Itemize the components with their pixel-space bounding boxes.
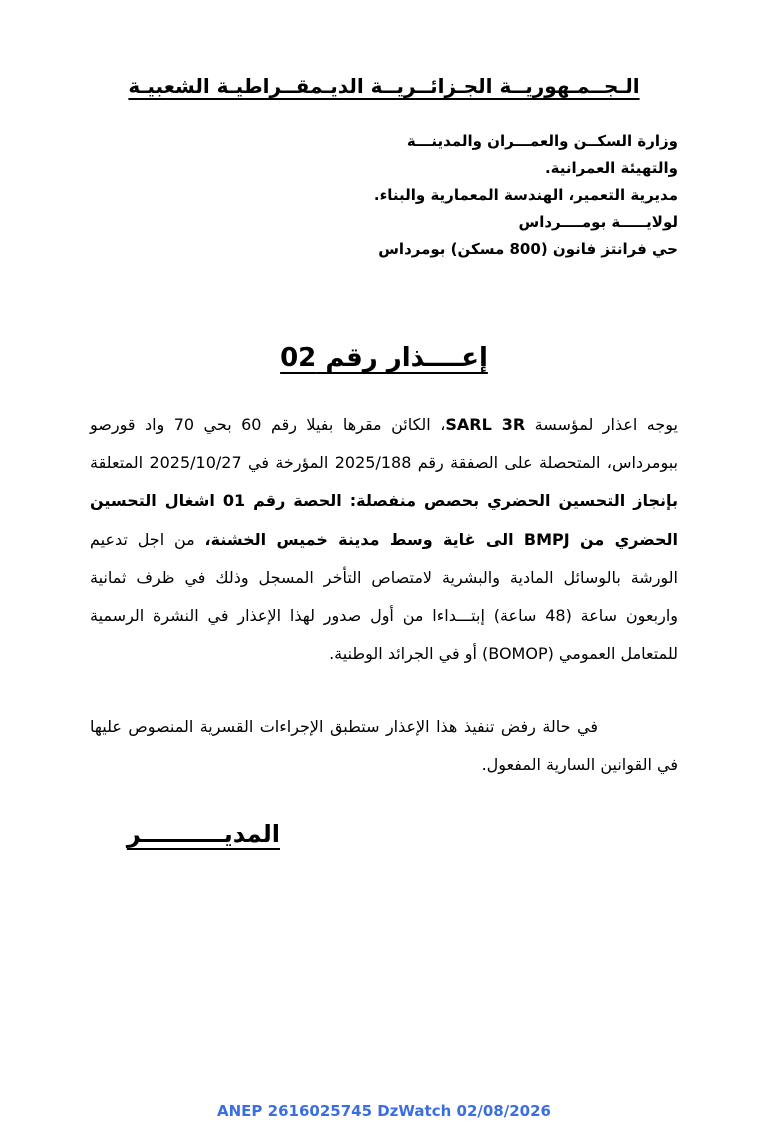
footer-watermark: ANEP 2616025745 DzWatch 02/08/2026 xyxy=(217,1102,551,1120)
company-name: SARL 3R xyxy=(445,415,526,434)
project-description: بإنجاز التحسين الحضري بحصص منفصلة: الحصة رقم 01 اشغال التحسين الحضري من BMPJ الى غاية وسط مدينة خميس الخشنة، xyxy=(90,491,679,549)
signature-block xyxy=(126,820,280,848)
notice-title-wrapper xyxy=(0,343,768,373)
director-signature: المديــــــــــر xyxy=(126,820,280,848)
p1-intro: يوجه اعذار لمؤسسة xyxy=(525,415,678,434)
notice-paragraph-1 xyxy=(90,406,678,673)
republic-heading xyxy=(0,74,768,98)
ministry-header xyxy=(258,128,678,263)
notice-paragraph-2: في حالة رفض تنفيذ هذا الإعذار ستطبق الإجراءات القسرية المنصوص عليها في القوانين السارية المفعول. xyxy=(90,717,678,774)
ministry-line: والتهيئة العمرانية. xyxy=(544,159,678,177)
notice-title: إعــــذار رقم 02 xyxy=(280,343,488,373)
address-line: حي فرانتز فانون (800 مسكن) بومرداس xyxy=(378,240,678,258)
ministry-line: وزارة السكــن والعمـــران والمدينـــة xyxy=(406,132,678,150)
republic-title: الـجــمـهوريــة الجـزائــريــة الديـمقــراطيـة الشعبيـة xyxy=(128,74,640,98)
p1-contract: ، الكائن مقرها بفيلا رقم 60 بحي 70 واد قورصو ببومرداس، المتحصلة على الصفقة رقم 2025/188 المؤرخة في 2025/10/27 المتعلقة xyxy=(90,415,678,473)
p1-demand: من اجل تدعيم الورشة بالوسائل المادية والبشرية لامتصاص التأخر المسجل وذلك في ظرف ثمانية واربعون ساعة (48 ساعة) إبتـــداءا من أول صدور لهذا الإعذار في النشرة الرسمية للمتعامل العمومي (BOMOP) أو في الجرائد الوطنية. xyxy=(90,529,679,664)
directorate-line: مديرية التعمير، الهندسة المعمارية والبناء. xyxy=(373,186,678,204)
wilaya-line: لولايـــــة بومــــرداس xyxy=(518,213,678,231)
